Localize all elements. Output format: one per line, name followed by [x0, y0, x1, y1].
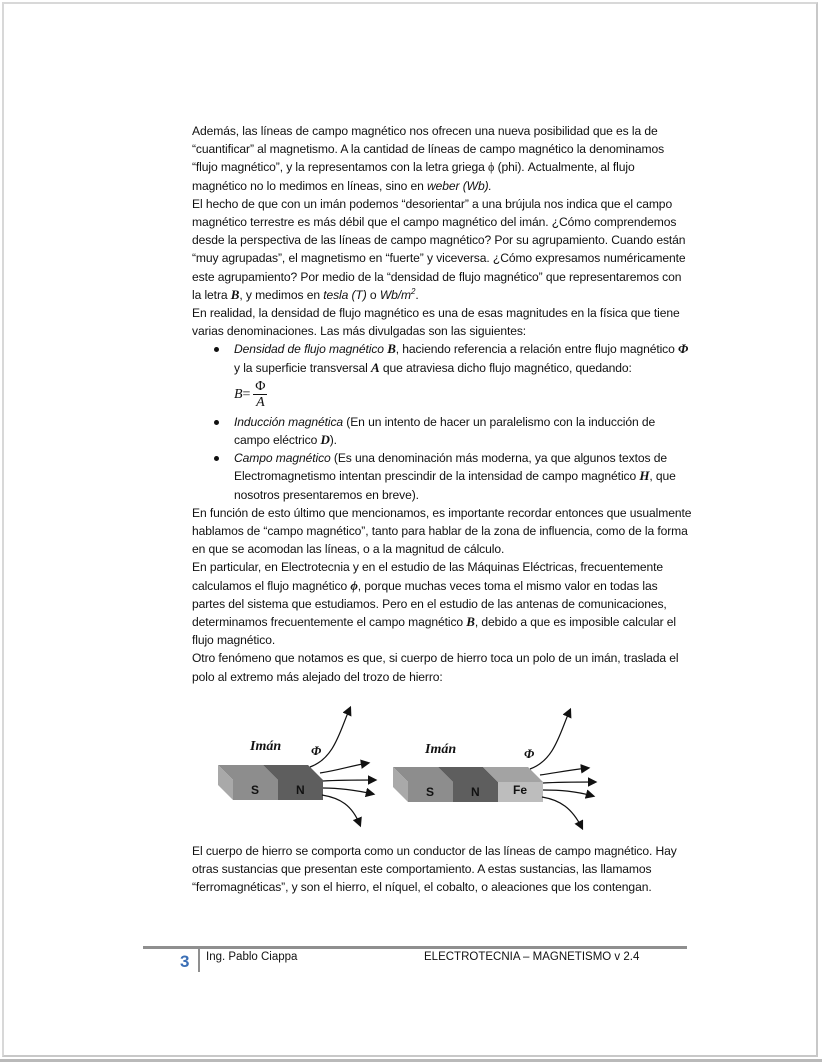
flux-lines-right	[530, 710, 595, 828]
svg-text:Imán: Imán	[250, 739, 282, 754]
paragraph-electrotecnia	[192, 558, 692, 649]
paragraph-flux-density	[192, 195, 692, 304]
symbol-A: A	[371, 359, 380, 375]
phi-symbol: ϕ	[350, 577, 358, 593]
formula-eq: =	[242, 386, 251, 402]
paragraph-flux-intro	[192, 122, 692, 195]
denominations-list	[192, 340, 692, 503]
denominator: A	[256, 395, 265, 411]
list-item	[192, 449, 692, 504]
text: , porque muchas veces toma el mismo valor en todas las partes del sistema que estudiamos. Pero en el estudio de las antenas de comunicaciones, determinamos frecuentemente el campo magnético	[192, 578, 667, 630]
document-body-end	[192, 842, 692, 897]
term: Inducción magnética	[234, 414, 344, 429]
svg-text:Fe: Fe	[513, 783, 528, 797]
svg-text:S: S	[251, 783, 260, 797]
text: o	[366, 287, 380, 302]
text: El hecho de que con un imán podemos “desorientar” a una brújula nos indica que el campo magnético terrestre es más débil que el campo magnético del imán. ¿Cómo comprendemos desde la perspectiva de las líneas de campo magnético? Por su agrupamiento. Cuando están “muy agrupadas”, el magnetismo en “fuerte” y viceversa. ¿Cómo expresamos numéricamente este agrupamiento? Por medio de la “densidad de flujo magnético” que representaremos con la letra	[192, 196, 686, 302]
symbol-Phi: Φ	[678, 341, 689, 357]
formula-B-equals-Phi-over-A	[234, 377, 692, 413]
text: ).	[329, 433, 337, 448]
magnet-diagram	[210, 700, 610, 835]
paragraph-denominations: En realidad, la densidad de flujo magnético es una de esas magnitudes en la física que tiene varias denominaciones. Las más divulgadas son las siguientes:	[192, 306, 680, 339]
list-item	[192, 340, 692, 412]
text: , y medimos en	[239, 287, 324, 302]
svg-text:N: N	[296, 783, 305, 797]
footer-divider	[143, 946, 687, 949]
document-body	[192, 122, 692, 686]
svg-text:Imán: Imán	[425, 742, 457, 757]
magnet-illustration	[210, 700, 610, 835]
svg-text:N: N	[471, 785, 480, 799]
text: , debido a que es imposible calcular el flujo magnético.	[192, 615, 677, 648]
page-number: 3	[180, 952, 190, 971]
text: , haciendo referencia a relación entre flujo magnético	[395, 342, 679, 357]
footer-vertical-divider	[198, 948, 200, 972]
bullet-icon	[214, 347, 219, 352]
bullet-icon	[214, 420, 219, 425]
flux-lines-left	[310, 708, 375, 825]
svg-text:S: S	[426, 785, 435, 799]
text: (En un intento de hacer un paralelismo con la inducción de campo eléctrico	[234, 414, 656, 448]
symbol-D: D	[320, 432, 330, 448]
text: Además, las líneas de campo magnético nos ofrecen una nueva posibilidad que es la de “cuantificar” al magnetismo. A la cantidad de líneas de campo magnético la denominamos “flujo magnético”, y la representamos con la letra griega	[192, 124, 665, 175]
phi-symbol: ϕ	[488, 160, 495, 175]
symbol-B: B	[230, 286, 240, 302]
symbol-B: B	[466, 614, 475, 630]
bullet-icon	[214, 456, 219, 461]
text: (phi). Actualmente, al flujo magnético no lo medimos en líneas, sino en	[192, 160, 635, 193]
paragraph-ferromagnetic: El cuerpo de hierro se comporta como un conductor de las líneas de campo magnético. Hay otras sustancias que presentan este comportamiento. A estas sustancias, las llamamos “ferromagnéticas”, y son el hierro, el níquel, el cobalto, o aleaciones que los contengan.	[192, 844, 677, 895]
text: En particular, en Electrotecnia y en el estudio de las Máquinas Eléctricas, frecuentemente calculamos el flujo magnético	[192, 560, 663, 593]
term: Densidad de flujo magnético	[234, 342, 388, 357]
fraction	[253, 379, 267, 410]
list-item	[192, 413, 692, 449]
text: (Es una denominación más moderna, ya que algunos textos de Electromagnetismo intentan prescindir de la intensidad de campo magnético	[234, 451, 667, 484]
text: , que nosotros presentaremos en breve).	[234, 469, 676, 502]
paragraph-iron-pole: Otro fenómeno que notamos es que, si cuerpo de hierro toca un polo de un imán, traslada el polo al extremo más alejado del trozo de hierro:	[192, 651, 679, 684]
text: que atraviesa dicho flujo magnético, quedando:	[379, 360, 632, 375]
svg-text:Φ: Φ	[524, 746, 535, 761]
bar-magnet-left	[218, 765, 323, 800]
symbol-B: B	[387, 341, 396, 357]
wb-unit: Wb/m	[379, 287, 411, 302]
footer-author: Ing. Pablo Ciappa	[206, 951, 298, 963]
formula-lhs: B	[234, 386, 243, 402]
paragraph-campo-magnetico: En función de esto último que mencionamos, es importante recordar entonces que usualmente hablamos de “campo magnético”, tanto para hablar de la zona de influencia, como de la forma en que se acomodan las líneas, o a la magnitud de cálculo.	[192, 505, 692, 557]
text: y la superficie transversal	[234, 360, 372, 375]
weber-unit: weber (Wb).	[427, 178, 492, 193]
superscript: 2	[411, 286, 416, 296]
term: Campo magnético	[234, 451, 331, 466]
text: .	[415, 287, 419, 302]
tesla-unit: tesla (T)	[323, 287, 367, 302]
footer-title: ELECTROTECNIA – MAGNETISMO v 2.4	[424, 951, 640, 963]
svg-text:Φ: Φ	[311, 743, 322, 758]
numerator: Φ	[255, 379, 266, 395]
symbol-H: H	[639, 468, 650, 484]
